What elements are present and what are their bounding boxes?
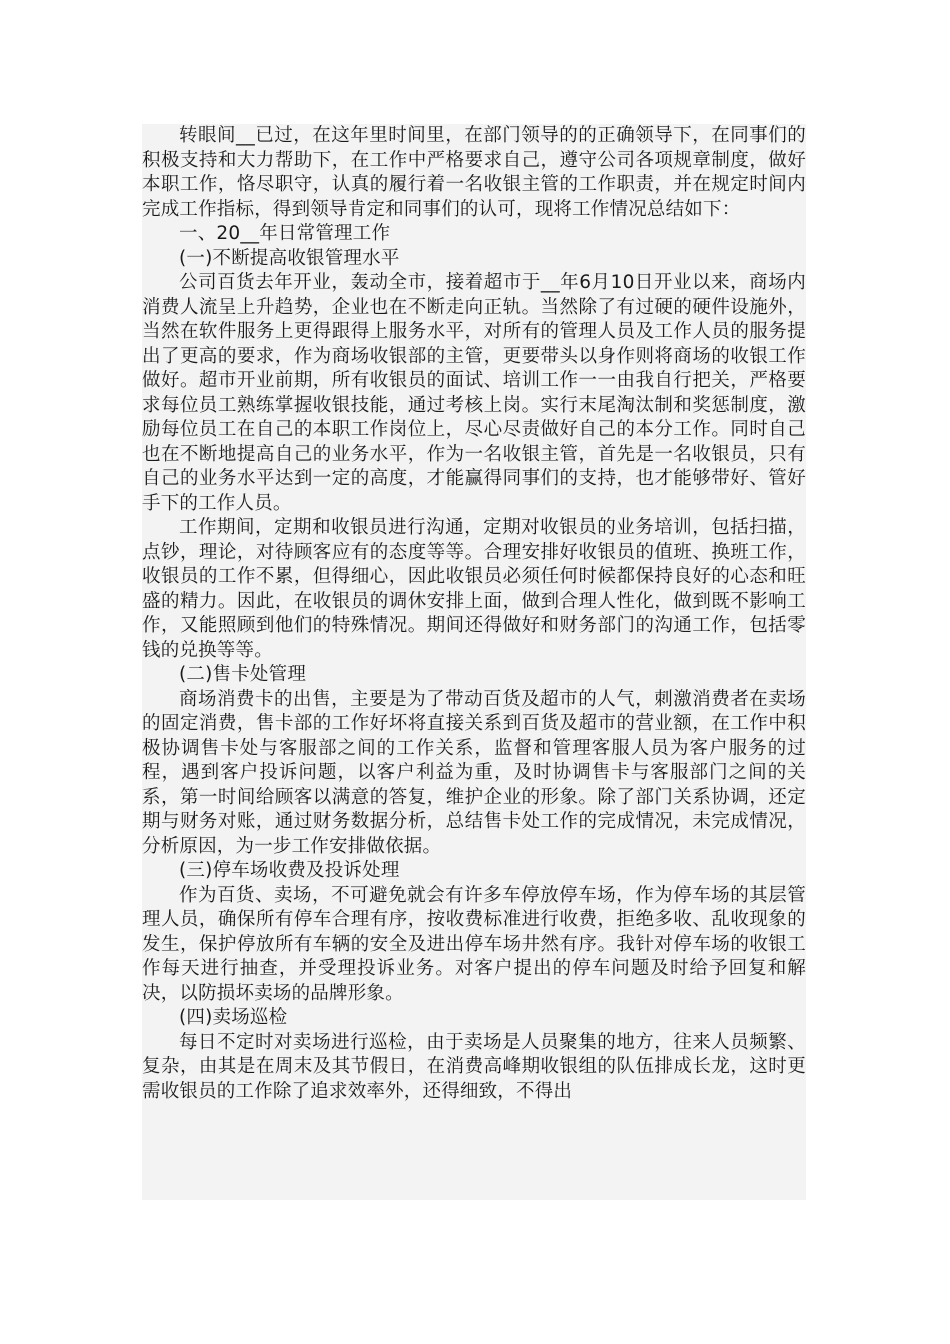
paragraph-intro: 转眼间__已过，在这年里时间里，在部门领导的的正确领导下，在同事们的积极支持和大力帮助下，在工作中严格要求自己，遵守公司各项规章制度，做好本职工作，恪尽职守，认真的履行着一名收银主管的工作职责，并在规定时间内完成工作指标，得到领导肯定和同事们的认可，现将工作情况总结如下：	[142, 125, 806, 220]
subsection-heading-card-sales: (二)售卡处管理	[179, 664, 307, 685]
paragraph-cashier-communication: 工作期间，定期和收银员进行沟通，定期对收银员的业务培训，包括扫描，点钞，理论，对待顾客应有的态度等等。合理安排好收银员的值班、换班工作，收银员的工作不累，但得细心，因此收银员必须任何时候都保持良好的心态和旺盛的精力。因此，在收银员的调休安排上面，做到合理人性化，做到既不影响工作，又能照顾到他们的特殊情况。期间还得做好和财务部门的沟通工作，包括零钱的兑换等等。	[142, 517, 806, 661]
paragraph-card-sales: 商场消费卡的出售，主要是为了带动百货及超市的人气，刺激消费者在卖场的固定消费，售卡部的工作好坏将直接关系到百货及超市的营业额，在工作中积极协调售卡处与客服部之间的工作关系，监督和管理客服人员为客户服务的过程，遇到客户投诉问题，以客户利益为重，及时协调售卡与客服部门之间的关系，第一时间给顾客以满意的答复，维护企业的形象。除了部门关系协调，还定期与财务对账，通过财务数据分析，总结售卡处工作的完成情况，未完成情况，分析原因，为一步工作安排做依据。	[142, 688, 806, 857]
paragraph-parking: 作为百货、卖场，不可避免就会有许多车停放停车场，作为停车场的其层管理人员，确保所有停车合理有序，按收费标准进行收费，拒绝多收、乱收现象的发生，保护停放所有车辆的安全及进出停车场井然有序。我针对停车场的收银工作每天进行抽查，并受理投诉业务。对客户提出的停车问题及时给予回复和解决，以防损坏卖场的品牌形象。	[142, 884, 806, 1004]
subsection-heading-cashier-management: (一)不断提高收银管理水平	[179, 247, 400, 269]
section-heading-daily-management: 一、20__年日常管理工作	[179, 223, 391, 244]
subsection-heading-parking: (三)停车场收费及投诉处理	[179, 860, 400, 881]
paragraph-store-inspection: 每日不定时对卖场进行巡检，由于卖场是人员聚集的地方，往来人员频繁、复杂，由其是在周末及其节假日，在消费高峰期收银组的队伍排成长龙，这时更需收银员的工作除了追求效率外，还得细致，不得出	[142, 1031, 806, 1102]
document-body	[142, 124, 806, 1200]
paragraph-cashier-management: 公司百货去年开业，轰动全市，接着超市于__年6月10日开业以来，商场内消费人流呈上升趋势，企业也在不断走向正轨。当然除了有过硬的硬件设施外，当然在软件服务上更得跟得上服务水平，对所有的管理人员及工作人员的服务提出了更高的要求，作为商场收银部的主管，更要带头以身作则将商场的收银工作做好。超市开业前期，所有收银员的面试、培训工作一一由我自行把关，严格要求每位员工熟练掌握收银技能，通过考核上岗。实行末尾淘汰制和奖惩制度，激励每位员工在自己的本职工作岗位上，尽心尽责做好自己的本分工作。同时自己也在不断地提高自己的业务水平，作为一名收银主管，首先是一名收银员，只有自己的业务水平达到一定的高度，才能赢得同事们的支持，也才能够带好、管好手下的工作人员。	[142, 272, 806, 514]
subsection-heading-store-inspection: (四)卖场巡检	[179, 1007, 288, 1028]
